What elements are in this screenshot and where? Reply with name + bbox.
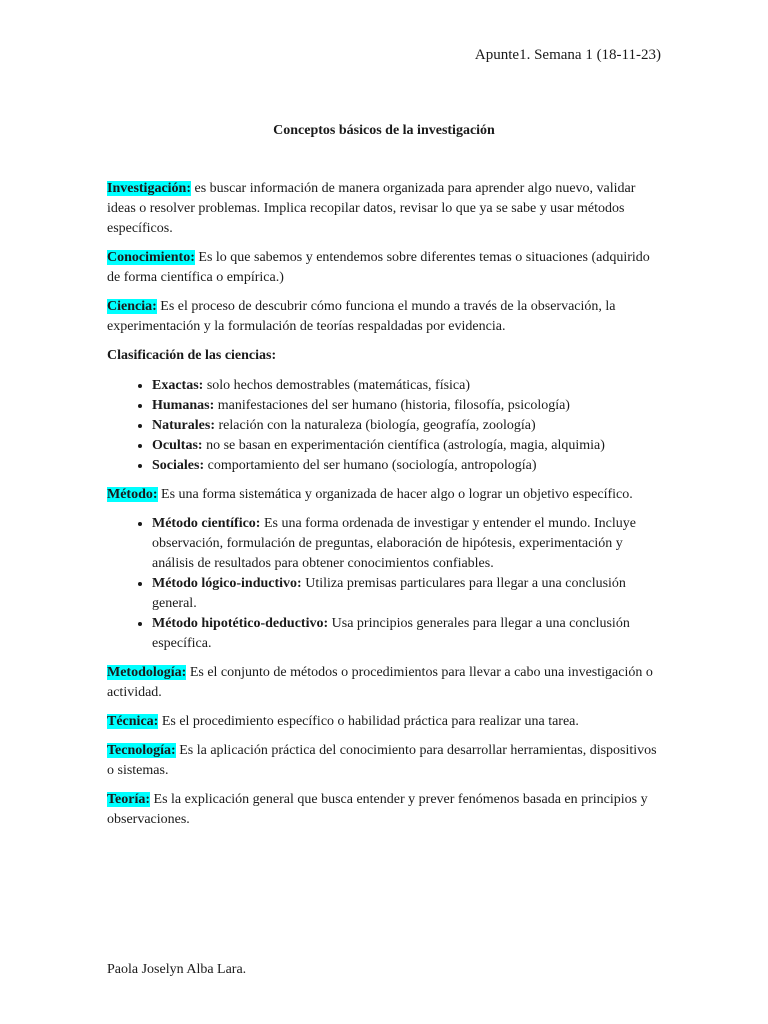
definition-tecnica bbox=[107, 712, 663, 732]
definition-metodologia bbox=[107, 663, 663, 703]
item-term: Sociales: bbox=[152, 458, 205, 473]
definition-term: Investigación: bbox=[107, 181, 191, 196]
methods-list bbox=[107, 514, 663, 654]
definition-metodo bbox=[107, 485, 663, 505]
definition-conocimiento bbox=[107, 248, 663, 288]
definition-tecnologia bbox=[107, 741, 663, 781]
item-term: Método lógico-inductivo: bbox=[152, 576, 302, 591]
definition-term: Metodología: bbox=[107, 665, 187, 680]
item-term: Exactas: bbox=[152, 378, 204, 393]
item-text: manifestaciones del ser humano (historia, filosofía, psicología) bbox=[214, 398, 570, 413]
definition-teoria bbox=[107, 790, 663, 830]
list-item bbox=[152, 396, 663, 416]
list-item bbox=[152, 514, 663, 574]
item-term: Método científico: bbox=[152, 516, 261, 531]
definition-text: Es el conjunto de métodos o procedimientos para llevar a cabo una investigación o actividad. bbox=[107, 665, 653, 700]
definition-term: Método: bbox=[107, 487, 158, 502]
item-text: Es una forma ordenada de investigar y entender el mundo. Incluye observación, formulación de preguntas, elaboración de hipótesis, experimentación y análisis de resultados para obtener conocimientos confiables. bbox=[152, 516, 637, 571]
definition-term: Ciencia: bbox=[107, 299, 157, 314]
item-text: Utiliza premisas particulares para llegar a una conclusión general. bbox=[152, 576, 626, 611]
document-header: Apunte1. Semana 1 (18-11-23) bbox=[474, 47, 661, 63]
definition-text: Es la aplicación práctica del conocimiento para desarrollar herramientas, dispositivos o sistemas. bbox=[107, 743, 657, 778]
definition-term: Tecnología: bbox=[107, 743, 176, 758]
definition-text: Es la explicación general que busca entender y prever fenómenos basada en principios y observaciones. bbox=[107, 792, 648, 827]
list-item bbox=[152, 376, 663, 396]
document-title: Conceptos básicos de la investigación bbox=[273, 123, 495, 138]
classification-list bbox=[107, 376, 663, 476]
classification-heading: Clasificación de las ciencias: bbox=[107, 348, 277, 363]
definition-investigacion bbox=[107, 179, 663, 239]
definition-text: Es una forma sistemática y organizada de hacer algo o lograr un objetivo específico. bbox=[157, 487, 633, 502]
document-body bbox=[107, 179, 663, 839]
item-text: no se basan en experimentación científica (astrología, magia, alquimia) bbox=[202, 438, 605, 453]
author-name: Paola Joselyn Alba Lara. bbox=[107, 962, 247, 977]
item-text: Usa principios generales para llegar a una conclusión específica. bbox=[152, 616, 630, 651]
list-item bbox=[152, 416, 663, 436]
list-item bbox=[152, 574, 663, 614]
item-text: comportamiento del ser humano (sociología, antropología) bbox=[204, 458, 537, 473]
item-term: Método hipotético-deductivo: bbox=[152, 616, 329, 631]
definition-text: Es el procedimiento específico o habilidad práctica para realizar una tarea. bbox=[158, 714, 579, 729]
definition-term: Teoría: bbox=[107, 792, 151, 807]
list-item bbox=[152, 614, 663, 654]
definition-ciencia bbox=[107, 297, 663, 337]
list-item bbox=[152, 436, 663, 456]
definition-term: Conocimiento: bbox=[107, 250, 195, 265]
item-text: solo hechos demostrables (matemáticas, física) bbox=[203, 378, 471, 393]
item-term: Ocultas: bbox=[152, 438, 203, 453]
item-term: Naturales: bbox=[152, 418, 215, 433]
item-term: Humanas: bbox=[152, 398, 215, 413]
list-item bbox=[152, 456, 663, 476]
definition-term: Técnica: bbox=[107, 714, 159, 729]
definition-text: es buscar información de manera organizada para aprender algo nuevo, validar ideas o resolver problemas. Implica recopilar datos, revisar lo que ya se sabe y usar métodos específicos. bbox=[107, 181, 636, 236]
definition-text: Es el proceso de descubrir cómo funciona el mundo a través de la observación, la experimentación y la formulación de teorías respaldadas por evidencia. bbox=[107, 299, 616, 334]
definition-text: Es lo que sabemos y entendemos sobre diferentes temas o situaciones (adquirido de forma científica o empírica.) bbox=[107, 250, 650, 285]
item-text: relación con la naturaleza (biología, geografía, zoología) bbox=[215, 418, 536, 433]
